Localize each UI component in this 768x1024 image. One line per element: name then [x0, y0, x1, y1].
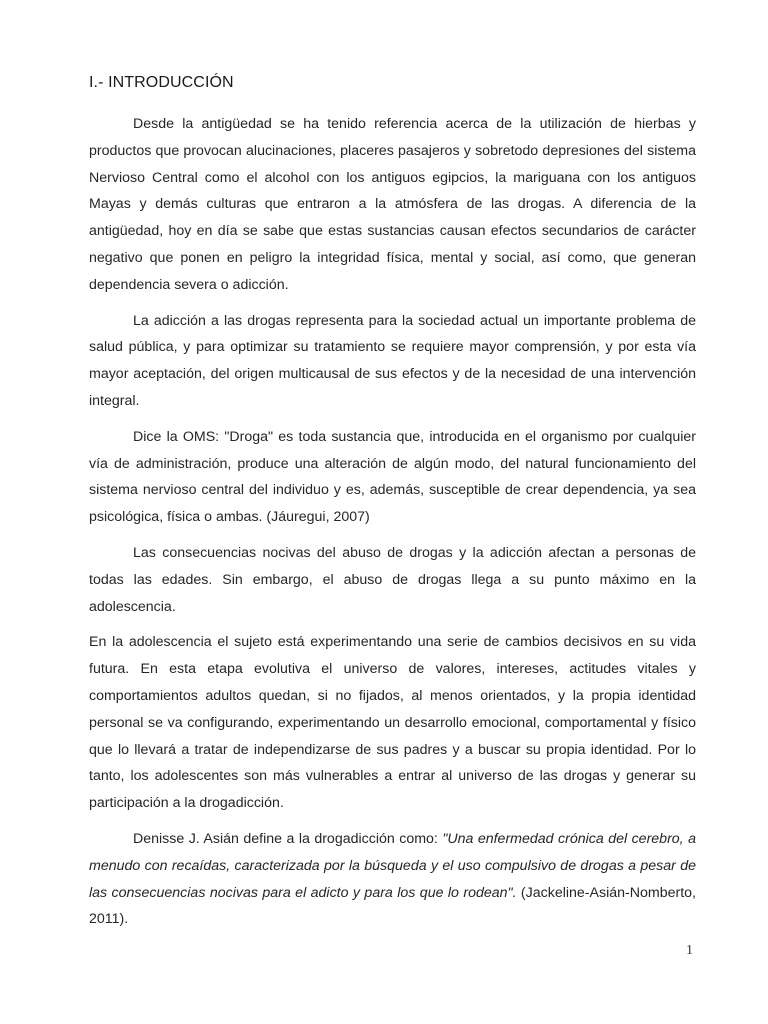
document-body: [89, 111, 696, 933]
quote-text: "Una enfermedad crónica del cerebro, a menudo con recaídas, caracterizada por la búsqueda y el uso compulsivo de drogas a pesar de las consecuencias nocivas para el adicto y para los que lo rodean".: [89, 830, 696, 901]
paragraph-adolescencia: En la adolescencia el sujeto está experimentando una serie de cambios decisivos en su vida futura. En esta etapa evolutiva el universo de valores, intereses, actitudes vitales y comportamientos adultos quedan, si no fijados, al menos orientados, y la propia identidad personal se va configurando, experimentando un desarrollo emocional, comportamental y físico que lo llevará a tratar de independizarse de sus padres y a buscar su propia identidad. Por lo tanto, los adolescentes son más vulnerables a entrar al universo de las drogas y generar su participación a la drogadicción.: [89, 634, 696, 812]
section-heading: I.- INTRODUCCIÓN: [89, 74, 234, 91]
paragraph-quote: [89, 826, 696, 933]
quote-citation: (Jackeline-Asián-Nomberto, 2011).: [89, 884, 696, 928]
paragraph-antiguedad: Desde la antigüedad se ha tenido referencia acerca de la utilización de hierbas y productos que provocan alucinaciones, placeres pasajeros y sobretodo depresiones del sistema Nervioso Central como el alcohol con los antiguos egipcios, la mariguana con los antiguos Mayas y demás culturas que entraron a la atmósfera de las drogas. A diferencia de la antigüedad, hoy en día se sabe que estas sustancias causan efectos secundarios de carácter negativo que ponen en peligro la integridad física, mental y social, así como, que generan dependencia severa o adicción.: [89, 116, 696, 293]
paragraph-consecuencias: Las consecuencias nocivas del abuso de drogas y la adicción afectan a personas de todas las edades. Sin embargo, el abuso de drogas llega a su punto máximo en la adolescencia.: [89, 544, 696, 615]
page-number: 1: [686, 943, 693, 958]
quote-intro: Denisse J. Asián define a la drogadicción como:: [133, 830, 443, 847]
paragraph-adiccion: La adicción a las drogas representa para la sociedad actual un importante problema de salud pública, y para optimizar su tratamiento se requiere mayor comprensión, y por esta vía mayor aceptación, del origen multicausal de sus efectos y de la necesidad de una intervención integral.: [89, 312, 696, 409]
paragraph-oms-definition: Dice la OMS: "Droga" es toda sustancia que, introducida en el organismo por cualquier vía de administración, produce una alteración de algún modo, del natural funcionamiento del sistema nervioso central del individuo y es, además, susceptible de crear dependencia, ya sea psicológica, física o ambas. (Jáuregui, 2007): [89, 428, 696, 526]
